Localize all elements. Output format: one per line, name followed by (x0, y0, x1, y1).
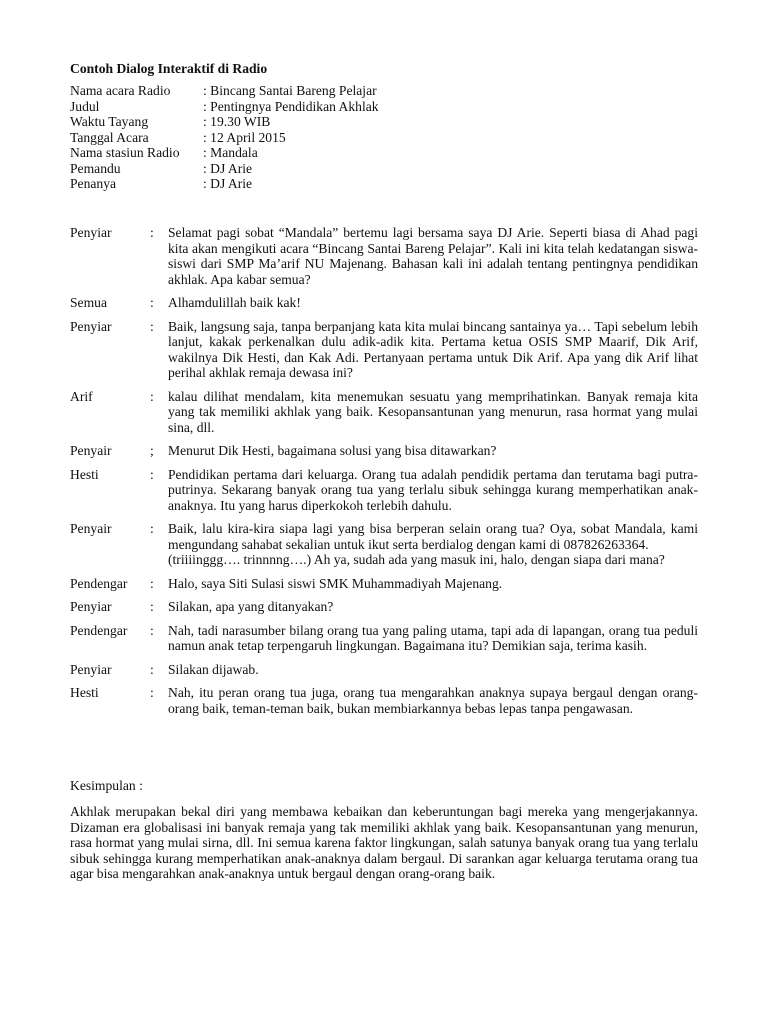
utterance: Selamat pagi sobat “Mandala” bertemu lagi bersama saya DJ Arie. Seperti biasa di Ahad pagi kita akan mengikuti acara “Bincang Santai Bareng Pelajar”. Kali ini kita telah kedatangan siswa-siswi dari SMP Ma’arif NU Majenang. Bahasan kali ini adalah tentang pentingnya pendidikan akhlak. Apa kabar semua? (168, 225, 698, 287)
dialog-transcript (70, 225, 698, 724)
info-row-title (70, 99, 670, 115)
dialog-turn (70, 225, 698, 287)
info-label: Nama stasiun Radio (70, 145, 180, 160)
info-row-asker (70, 176, 670, 192)
info-value: : 19.30 WIB (203, 114, 271, 129)
speaker-name: Hesti (70, 685, 99, 700)
dialog-turn (70, 319, 698, 381)
dialog-turn (70, 389, 698, 436)
info-value: : DJ Arie (203, 160, 253, 176)
speaker-name: Pendengar (70, 575, 128, 591)
utterance: Nah, tadi narasumber bilang orang tua yang paling utama, tapi ada di lapangan, orang tua peduli namun anak tetap terpengaruh lingkungan. Bagaimana itu? Demikian saja, terima kasih. (168, 622, 698, 653)
info-label: Nama acara Radio (70, 83, 171, 98)
info-row-airtime (70, 114, 670, 130)
speaker-separator: : (150, 225, 154, 240)
speaker-separator: : (150, 521, 154, 536)
speaker-name: Hesti (70, 466, 99, 482)
speaker-name: Penyair (70, 443, 112, 458)
dialog-turn (70, 467, 698, 514)
utterance: Menurut Dik Hesti, bagaimana solusi yang bisa ditawarkan? (168, 443, 497, 458)
utterance: Pendidikan pertama dari keluarga. Orang tua adalah pendidik pertama dan terutama bagi putra-putrinya. Sekarang banyak orang tua yang terlalu sibuk sehingga kurang memperhatikan anak-anaknya. Itu yang harus diperkokoh terlebih dahulu. (168, 466, 698, 513)
speaker-separator: : (150, 685, 154, 700)
utterance: kalau dilihat mendalam, kita menemukan sesuatu yang memprihatinkan. Banyak remaja kita yang tak memiliki akhlak yang baik. Kesopansantunan yang menurun, rasa hormat yang mulai sina, dll. (168, 388, 698, 435)
utterance: Alhamdulillah baik kak! (168, 295, 301, 310)
utterance-continued: (triiiinggg…. trinnnng….) Ah ya, sudah ada yang masuk ini, halo, dengan siapa dari mana? (168, 552, 665, 567)
utterance: Halo, saya Siti Sulasi siswi SMK Muhammadiyah Majenang. (168, 575, 503, 591)
info-value: : Mandala (203, 145, 258, 160)
speaker-separator: : (150, 318, 154, 334)
info-row-station (70, 145, 670, 161)
utterance: Baik, lalu kira-kira siapa lagi yang bisa berperan selain orang tua? Oya, sobat Mandala, kami mengundang sahabat sekalian untuk ikut serta berdialog dengan kami di 087826263364. (168, 521, 698, 552)
speaker-separator: : (150, 575, 154, 591)
dialog-turn (70, 685, 698, 716)
program-info (70, 83, 670, 192)
dialog-turn (70, 443, 698, 459)
speaker-separator: : (150, 295, 154, 310)
speaker-name: Pendengar (70, 622, 128, 638)
speaker-separator: : (150, 466, 154, 482)
utterance: Silakan, apa yang ditanyakan? (168, 599, 334, 614)
dialog-turn (70, 662, 698, 678)
dialog-turn (70, 576, 698, 592)
conclusion-heading: Kesimpulan : (70, 778, 143, 793)
utterance-block (168, 521, 698, 568)
info-label: Tanggal Acara (70, 129, 149, 145)
speaker-name: Penyiar (70, 661, 112, 677)
info-label: Pemandu (70, 160, 121, 176)
dialog-turn (70, 623, 698, 654)
info-label: Waktu Tayang (70, 114, 149, 129)
speaker-name: Penyiar (70, 318, 112, 334)
info-value: : Bincang Santai Bareng Pelajar (203, 83, 377, 98)
speaker-separator: : (150, 388, 154, 404)
speaker-separator: : (150, 622, 154, 638)
speaker-name: Semua (70, 295, 107, 310)
speaker-name: Penyiar (70, 599, 112, 614)
info-row-date (70, 130, 670, 146)
speaker-name: Penyiar (70, 225, 112, 240)
info-label: Penanya (70, 176, 117, 191)
utterance: Baik, langsung saja, tanpa berpanjang kata kita mulai bincang santainya ya… Tapi sebelum lebih lanjut, kakak perkenalkan dulu adik-adik kita. Pertama ketua OSIS SMP Maarif, Dik Arif, wakilnya Dik Hesti, dan Kak Adi. Pertanyaan pertama untuk Dik Arif. Apa yang dik Arif lihat perihal akhlak remaja dewasa ini? (168, 318, 698, 380)
info-row-host (70, 161, 670, 177)
info-value: : 12 April 2015 (203, 129, 286, 145)
info-row-program-name (70, 83, 670, 99)
speaker-separator: ; (150, 443, 154, 458)
conclusion-paragraph: Akhlak merupakan bekal diri yang membawa kebaikan dan keberuntungan bagi mereka yang mengerjakannya. Dizaman era globalisasi ini banyak remaja yang tak memiliki akhlak yang baik. Kesopansantunan yang menurun, rasa hormat yang mulai sirna, dll. Ini semua karena faktor lingkungan, salah satunya banyak orang tua yang terlalu sibuk sehingga kurang memperhatikan anak-anaknya dalam bergaul. Di sarankan agar keluarga terutama orang tua agar bisa mengarahkan anak-anaknya untuk bergaul dengan orang-orang baik. (70, 804, 698, 881)
utterance: Silakan dijawab. (168, 661, 259, 677)
dialog-turn (70, 521, 698, 568)
utterance: Nah, itu peran orang tua juga, orang tua mengarahkan anaknya supaya bergaul dengan orang-orang baik, teman-teman baik, bukan membiarkannya bebas lepas tanpa pengawasan. (168, 685, 698, 716)
speaker-name: Penyair (70, 521, 112, 536)
dialog-turn (70, 599, 698, 615)
document-title: Contoh Dialog Interaktif di Radio (70, 61, 268, 76)
info-label: Judul (70, 98, 100, 114)
speaker-separator: : (150, 661, 154, 677)
info-value: : DJ Arie (203, 176, 253, 191)
speaker-separator: : (150, 599, 154, 614)
info-value: : Pentingnya Pendidikan Akhlak (203, 98, 379, 114)
speaker-name: Arif (70, 388, 93, 404)
dialog-turn (70, 295, 698, 311)
